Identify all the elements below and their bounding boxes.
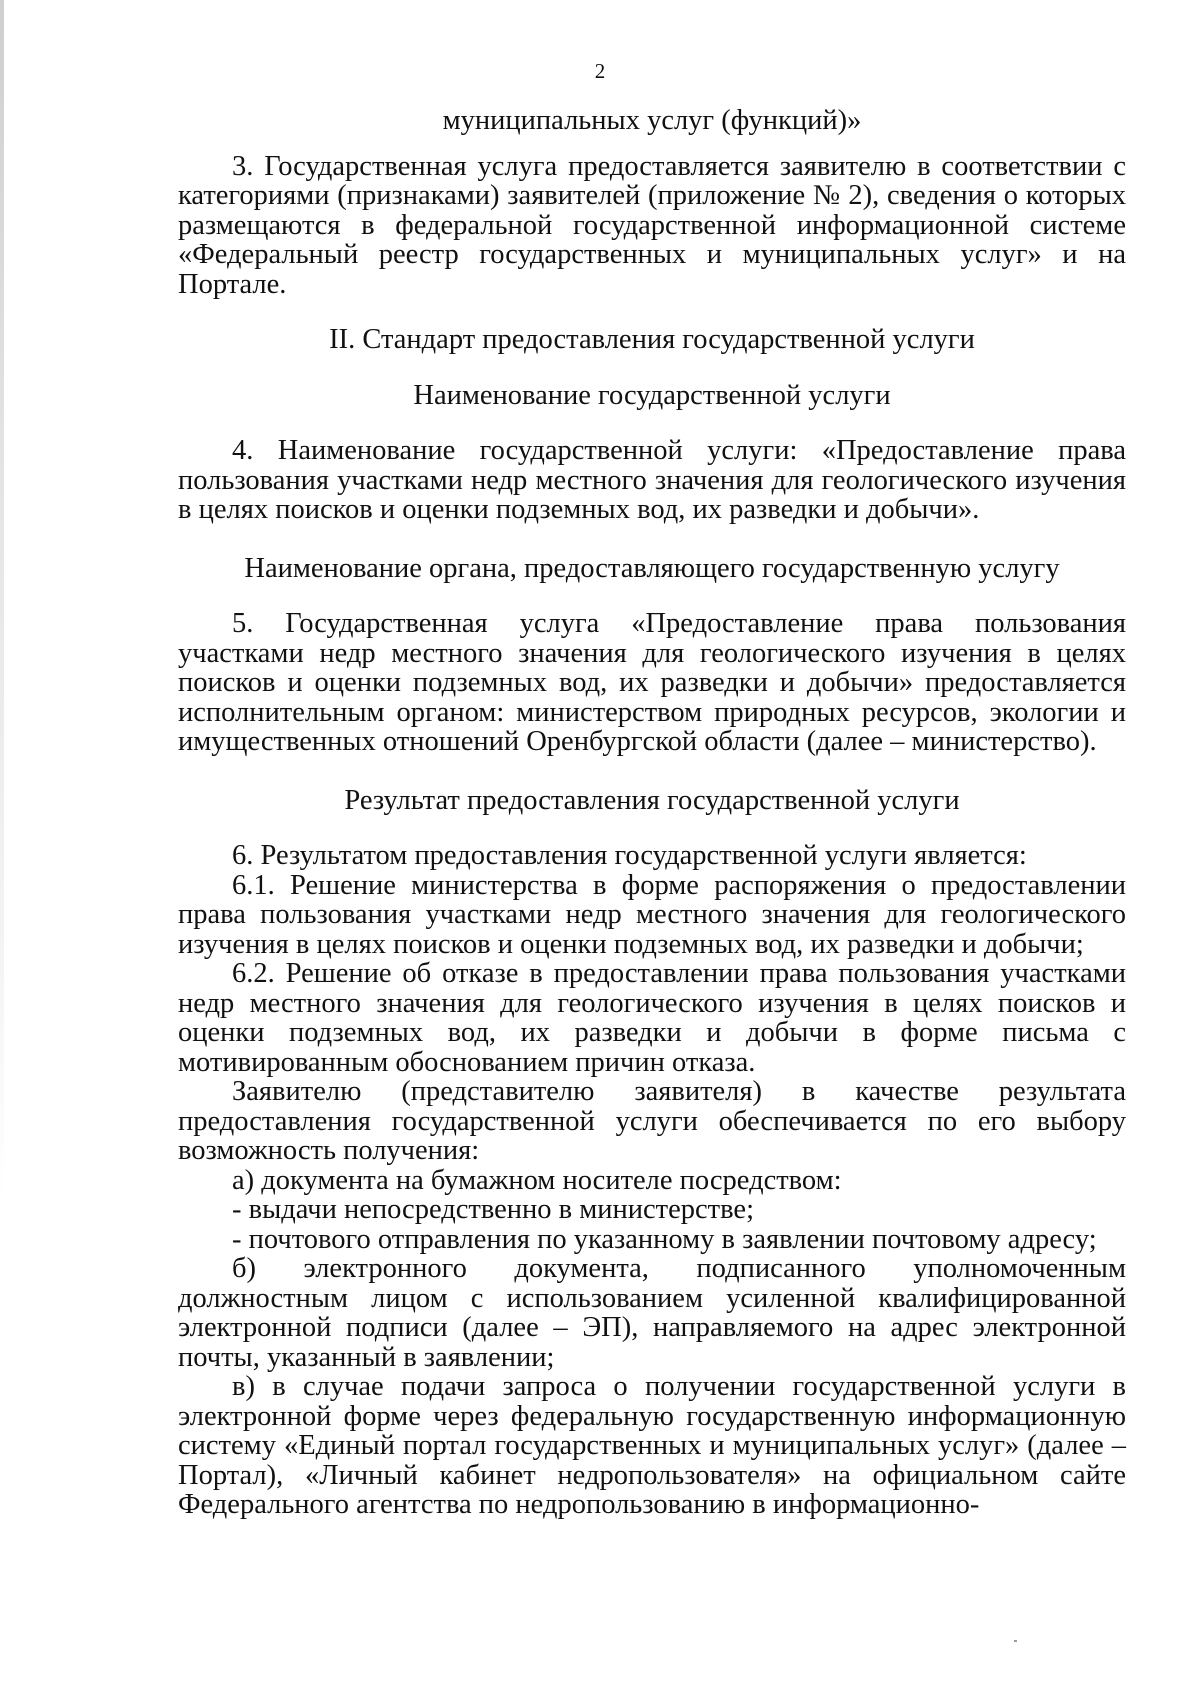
list-item-dash-1: - выдачи непосредственно в министерстве; <box>232 1194 754 1225</box>
paragraph-6-2: 6.2. Решение об отказе в предоставлении права пользования участками недр местного значения для геологического изучения в целях поисков и оценки подземных вод, их разведки и добычи в форме письма с мотивированным обоснованием причин отказа. <box>178 958 1126 1078</box>
scan-speck <box>1014 1640 1017 1642</box>
subheading-authority: Наименование органа, предоставляющего государственную услугу <box>244 552 1060 584</box>
section-heading-ii: II. Стандарт предоставления государственной услуги <box>329 324 975 355</box>
title-continuation: муниципальных услуг (функций)» <box>442 105 862 136</box>
list-item-a: а) документа на бумажном носителе посредством: <box>232 1164 842 1196</box>
scan-edge <box>0 0 4 1200</box>
list-item-v: в) в случае подачи запроса о получении государственной услуги в электронной форме через федеральную государственную информационную систему «Единый портал государственных и муниципальных услуг» (далее – Портал), «Личный кабинет недропользователя» на официальном сайте Федерального агентства по недропользованию в информационно- <box>178 1371 1126 1520</box>
paragraph-3: 3. Государственная услуга предоставляется заявителю в соответствии с категориями (признаками) заявителей (приложение № 2), сведения о которых размещаются в федеральной государственной информационной системе «Федеральный реестр государственных и муниципальных услуг» и на Портале. <box>178 150 1126 300</box>
list-item-dash-2: - почтового отправления по указанному в заявлении почтовому адресу; <box>232 1223 1097 1255</box>
page-number: 2 <box>594 59 606 83</box>
document-body <box>178 106 1126 1520</box>
paragraph-6-1: 6.1. Решение министерства в форме распоряжения о предоставлении права пользования участками недр местного значения для геологического изучения в целях поисков и оценки подземных вод, их разведки и добычи; <box>178 869 1126 960</box>
paragraph-4: 4. Наименование государственной услуги: «Предоставление права пользования участками недр местного значения для геологического изучения в целях поисков и оценки подземных вод, их разведки и добычи». <box>178 435 1126 525</box>
paragraph-5: 5. Государственная услуга «Предоставление права пользования участками недр местного значения для геологического изучения в целях поисков и оценки подземных вод, их разведки и добычи» предоставляется исполнительным органом: министерством природных ресурсов, экологии и имущественных отношений Оренбургской области (далее – министерство). <box>178 608 1126 757</box>
list-item-b: б) электронного документа, подписанного уполномоченным должностным лицом с использованием усиленной квалифицированной электронной подписи (далее – ЭП), направляемого на адрес электронной почты, указанный в заявлении; <box>178 1253 1126 1373</box>
subheading-service-name: Наименование государственной услуги <box>413 379 891 411</box>
paragraph-6: 6. Результатом предоставления государственной услуги является: <box>232 840 1027 871</box>
subheading-result: Результат предоставления государственной услуги <box>344 784 960 816</box>
paragraph-result-options: Заявителю (представителю заявителя) в качестве результата предоставления государственной услуги обеспечивается по его выбору возможность получения: <box>178 1076 1126 1166</box>
